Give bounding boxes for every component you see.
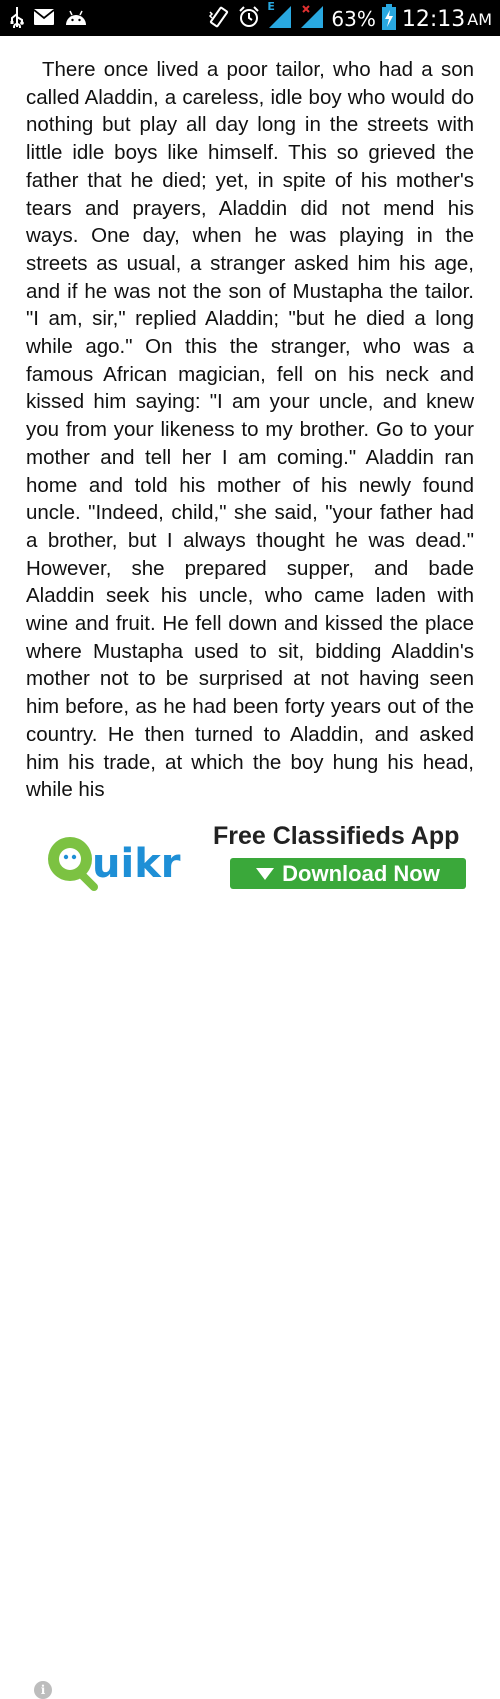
- signal-icon: [267, 0, 293, 34]
- status-bar: [0, 0, 500, 36]
- network-type-label: E: [267, 0, 275, 13]
- battery-charging-icon: [382, 4, 396, 34]
- download-now-button[interactable]: [230, 858, 466, 889]
- svg-text:uikr: uikr: [92, 841, 181, 887]
- quikr-logo[interactable]: [40, 823, 200, 893]
- download-now-label: Download Now: [282, 860, 440, 886]
- vibrate-icon: [207, 5, 231, 33]
- system-status: [207, 0, 492, 34]
- clock-time: 12:13: [401, 6, 466, 32]
- no-signal-icon: [299, 4, 325, 34]
- clock-am-pm: AM: [467, 9, 492, 29]
- story-paragraph: There once lived a poor tailor, who had a son called Aladdin, a careless, idle boy who would do nothing but play all day long in the streets with little idle boys like himself. This so grieved the father that he died; yet, in spite of his mother's tears and prayers, Aladdin did not mend his ways. One day, when he was playing in the streets as usual, a stranger asked him his age, and if he was not the son of Mustapha the tailor. "I am, sir," replied Aladdin; "but he died a long while ago." On this the stranger, who was a famous African magician, fell on his neck and kissed him saying: "I am your uncle, and knew you from your likeness to my brother. Go to your mother and tell her I am coming." Aladdin ran home and told his mother of his newly found uncle. "Indeed, child," she said, "your father had a brother, but I always thought he was dead." However, she prepared supper, and bade Aladdin seek his uncle, who came laden with wine and fruit. He fell down and kissed the place where Mustapha used to sit, bidding Aladdin's mother not to be surprised at not having seen him before, as he had been forty years out of the country. He then turned to Aladdin, and asked him his trade, at which the boy hung his head, while his: [26, 58, 474, 802]
- ad-title: Free Classifieds App: [213, 822, 460, 850]
- notification-icons: [10, 6, 88, 32]
- android-icon: [64, 8, 88, 30]
- reader-content[interactable]: [26, 56, 474, 818]
- ad-info-icon[interactable]: i: [34, 1681, 52, 1699]
- usb-icon: [10, 6, 24, 32]
- alarm-icon: [237, 5, 261, 33]
- mail-icon: [34, 9, 54, 29]
- battery-percent: 63%: [331, 7, 376, 31]
- download-arrow-icon: [256, 868, 274, 880]
